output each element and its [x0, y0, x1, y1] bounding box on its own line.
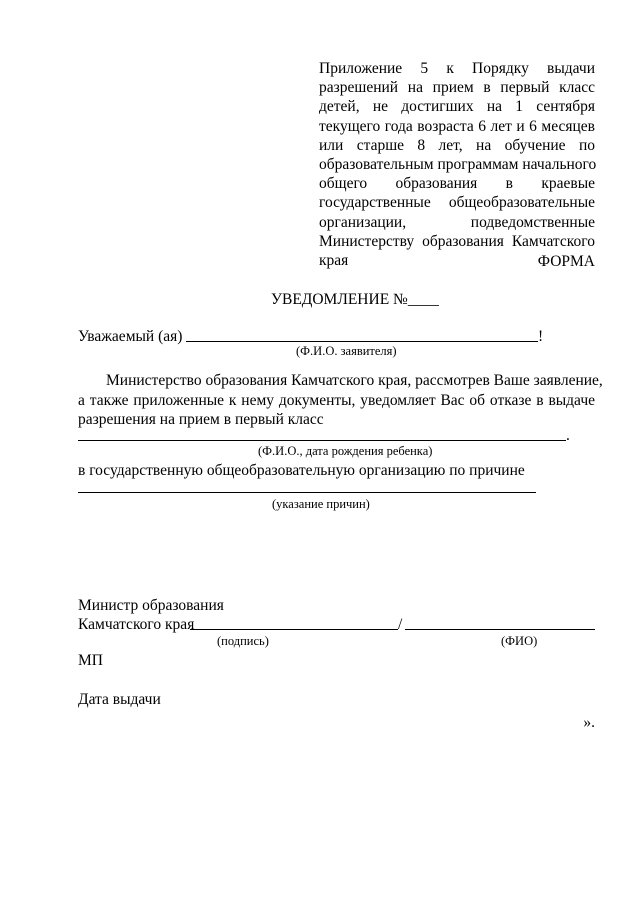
appendix-line: разрешений на прием в первый класс	[319, 79, 595, 97]
signature-line	[190, 629, 398, 630]
appendix-note	[319, 59, 595, 270]
appendix-line: общего образования в краевые	[319, 175, 595, 193]
signature-separator: /	[398, 616, 403, 633]
appendix-line: образовательным программам начального	[319, 156, 597, 174]
appendix-line: детей, не достигших на 1 сентября	[319, 98, 595, 116]
greeting-suffix: !	[538, 328, 544, 345]
child-caption: (Ф.И.О., дата рождения ребенка)	[258, 444, 433, 458]
body-line: Министерство образования Камчатского края, рассмотрев Ваше заявление,	[106, 372, 603, 389]
reason-caption: (указание причин)	[272, 497, 370, 511]
signature-caption: (подпись)	[217, 634, 269, 648]
signer-title: Министр образования	[78, 597, 224, 614]
child-line-end: .	[566, 427, 570, 444]
appendix-line: края	[319, 252, 349, 270]
body-line: а также приложенные к нему документы, уведомляет Вас об отказе в выдаче	[78, 391, 595, 409]
notice-body	[78, 371, 603, 430]
body-line: разрешения на прием в первый класс	[78, 411, 324, 428]
issue-date-label: Дата выдачи	[78, 691, 161, 708]
reason-line	[78, 492, 536, 493]
full-name-caption: (ФИО)	[501, 634, 538, 648]
appendix-line: Министерству образования Камчатского	[319, 232, 595, 250]
applicant-caption: (Ф.И.О. заявителя)	[296, 344, 397, 358]
form-label: ФОРМА	[537, 253, 595, 270]
appendix-line: или старше 8 лет, на обучение по	[319, 136, 595, 154]
applicant-name-line	[186, 341, 538, 342]
org-line: в государственную общеобразовательную организацию по причине	[78, 462, 525, 479]
child-info-line	[78, 440, 566, 441]
greeting-prefix: Уважаемый (ая)	[78, 328, 183, 345]
stamp-label: МП	[78, 652, 103, 669]
appendix-line: организации, подведомственные	[319, 213, 595, 231]
signer-region: Камчатского края	[78, 616, 195, 633]
appendix-line: государственные общеобразовательные	[319, 194, 595, 212]
full-name-line	[405, 629, 595, 630]
appendix-line: Приложение 5 к Порядку выдачи	[319, 60, 595, 77]
appendix-line: текущего года возраста 6 лет и 6 месяцев	[319, 117, 595, 135]
document-title: УВЕДОМЛЕНИЕ №____	[271, 291, 439, 308]
closing-quote: ».	[583, 714, 595, 731]
